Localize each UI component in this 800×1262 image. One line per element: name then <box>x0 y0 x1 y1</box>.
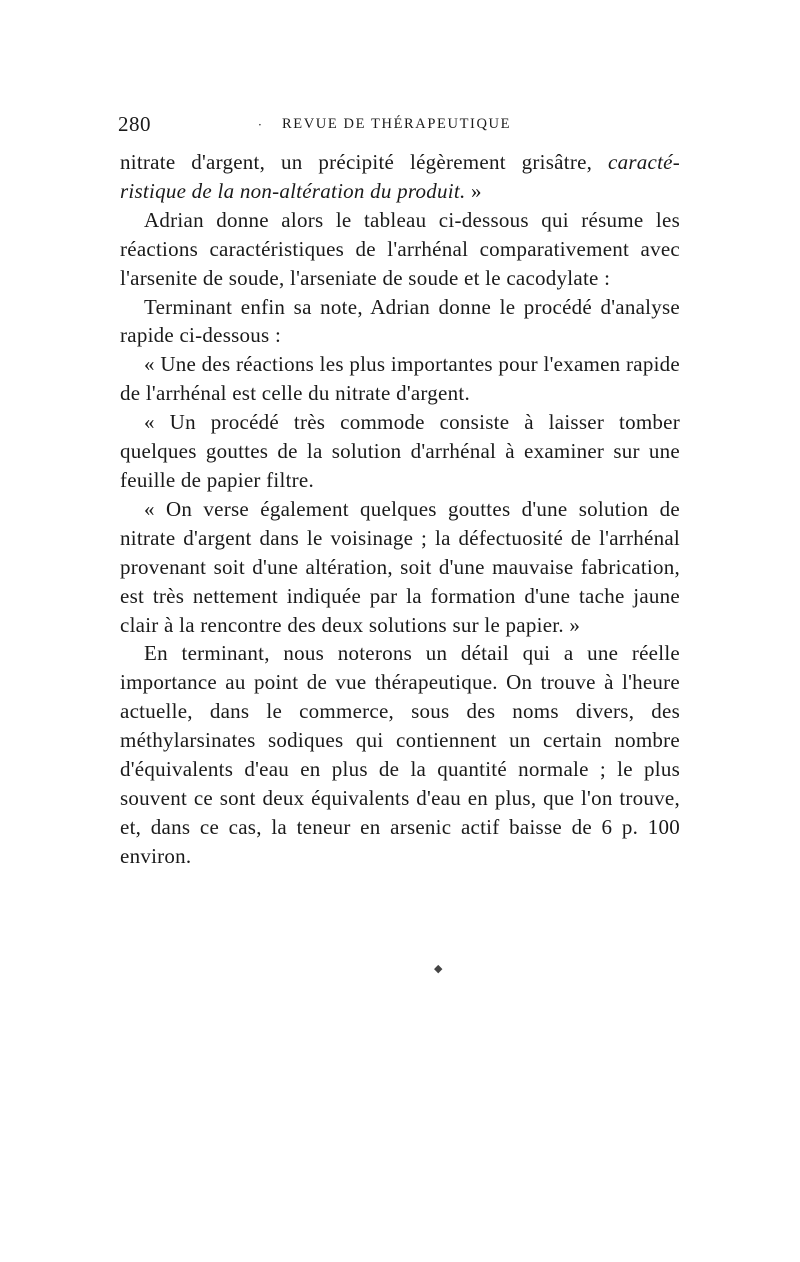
paragraph: nitrate d'argent, un précipité légèrement grisâtre, caracté-ristique de la non-altération du produit. » <box>120 150 680 203</box>
ornament-mark: ◆ <box>434 962 443 975</box>
paragraph: « Une des réactions les plus importantes pour l'examen rapide de l'arrhénal est celle du nitrate d'argent. <box>120 352 680 406</box>
italic-phrase: caracté-ristique de la non-altération du produit. <box>120 150 680 203</box>
paragraph: « On verse également quelques gouttes d'une solution de nitrate d'argent dans le voisinage ; la défectuosité de l'arrhénal provenant soit d'une altération, soit d'une mauvaise fabrication, est très nettement indiquée par la formation d'une tache jaune clair à la rencontre des deux solutions sur le papier. » <box>120 496 680 637</box>
header-dot: · <box>258 118 262 132</box>
running-title: REVUE DE THÉRAPEUTIQUE <box>282 116 512 132</box>
page-header <box>118 112 680 142</box>
paragraph: Terminant enfin sa note, Adrian donne le procédé d'analyse rapide ci-dessous : <box>120 294 680 348</box>
page-number: 280 <box>118 112 151 136</box>
paragraph: « Un procédé très commode consiste à laisser tomber quelques gouttes de la solution d'arrhénal à examiner sur une feuille de papier filtre. <box>120 410 680 492</box>
body-text <box>120 148 680 871</box>
paragraph: Adrian donne alors le tableau ci-dessous qui résume les réactions caractéristiques de l'arrhénal comparativement avec l'arsenite de soude, l'arseniate de soude et le cacodylate : <box>120 207 680 290</box>
paragraph: En terminant, nous noterons un détail qui a une réelle importance au point de vue thérapeutique. On trouve à l'heure actuelle, dans le commerce, sous des noms divers, des méthylarsinates sodiques qui contiennent un certain nombre d'équivalents d'eau en plus de la quantité normale ; le plus souvent ce sont deux équivalents d'eau en plus, que l'on trouve, et, dans ce cas, la teneur en arsenic actif baisse de 6 p. 100 environ. <box>120 641 680 868</box>
